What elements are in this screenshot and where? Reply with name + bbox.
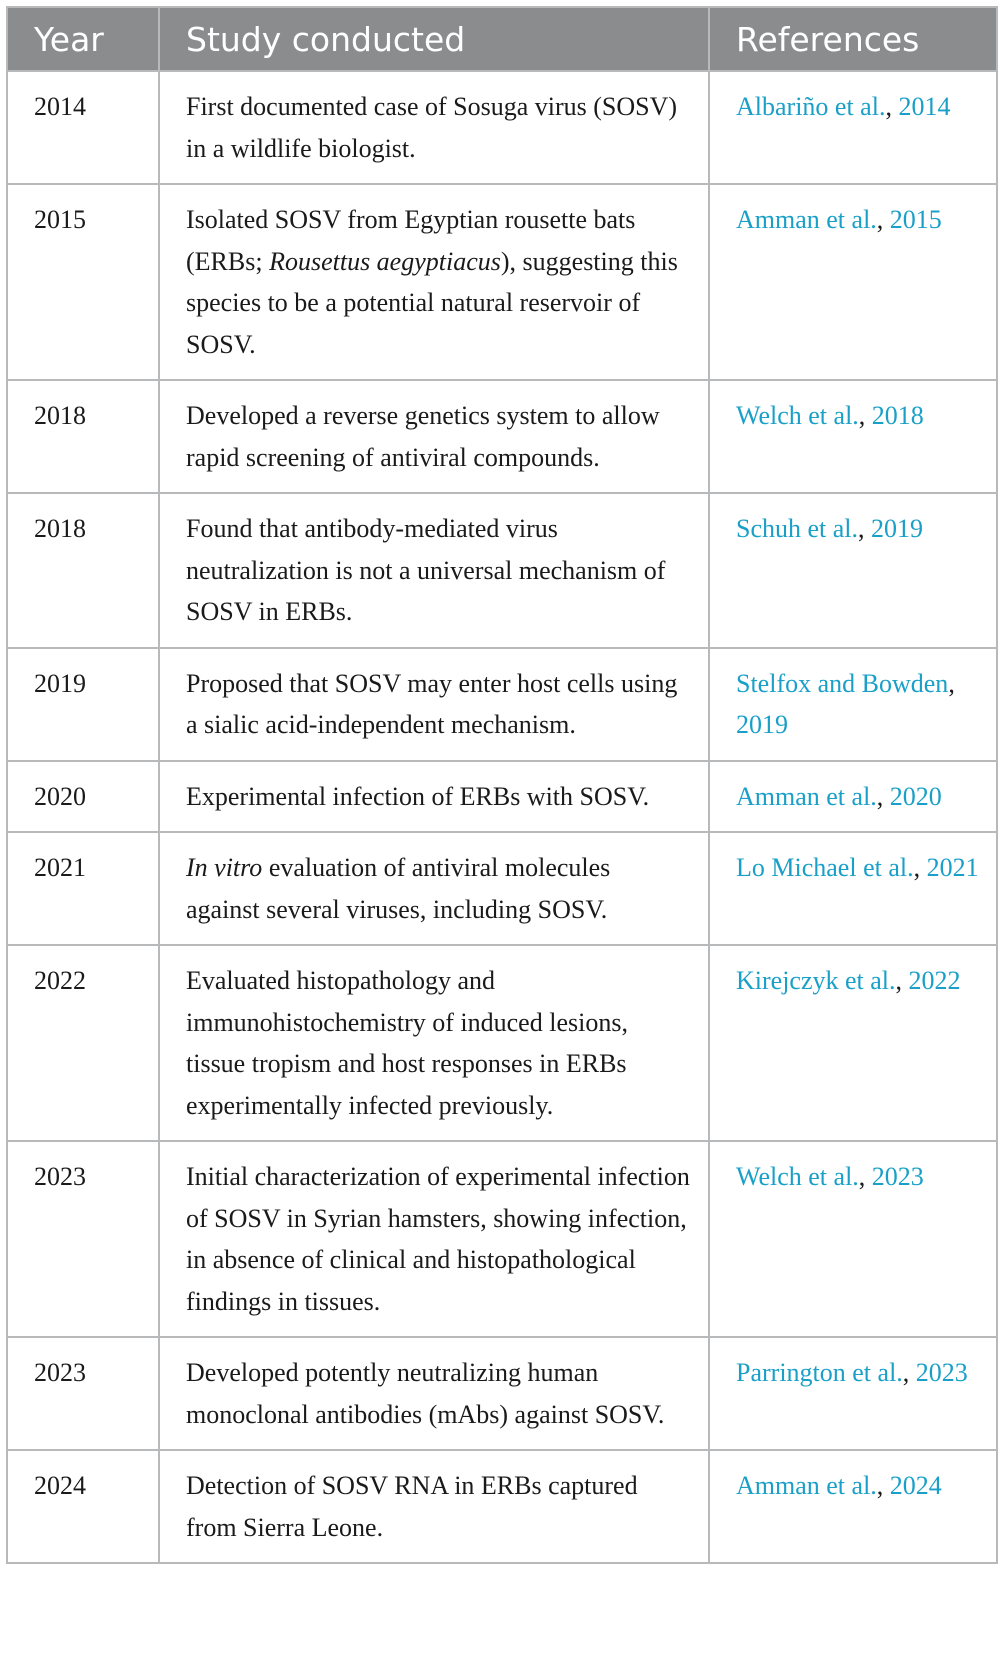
study-text: evaluation of antiviral molecules against several viruses, including SOSV. <box>186 853 611 924</box>
study-text: Experimental infection of ERBs with SOSV. <box>186 781 650 811</box>
study-cell <box>159 761 709 833</box>
column-header-references: References <box>709 7 997 71</box>
reference-separator: , <box>858 514 872 543</box>
study-italic-text: Rousettus aegyptiacus <box>269 246 501 276</box>
reference-year-link[interactable]: 2019 <box>736 710 788 739</box>
reference-cell <box>709 380 997 493</box>
reference-separator: , <box>913 853 927 882</box>
study-cell <box>159 832 709 945</box>
table-row <box>7 1450 997 1563</box>
year-cell: 2019 <box>7 648 159 761</box>
reference-separator: , <box>876 205 890 234</box>
reference-authors-link[interactable]: Parrington et al. <box>736 1358 903 1387</box>
year-cell: 2018 <box>7 493 159 648</box>
study-text: Evaluated histopathology and immunohistochemistry of induced lesions, tissue tropism and host responses in ERBs experimentally infected previously. <box>186 966 628 1120</box>
reference-authors-link[interactable]: Kirejczyk et al. <box>736 966 896 995</box>
study-cell <box>159 71 709 184</box>
study-text: Developed a reverse genetics system to allow rapid screening of antiviral compounds. <box>186 401 660 472</box>
reference-authors-link[interactable]: Amman et al. <box>736 781 877 811</box>
reference-separator: , <box>902 1358 916 1387</box>
study-text: Proposed that SOSV may enter host cells using a sialic acid-independent mechanism. <box>186 668 678 739</box>
table-row <box>7 761 997 833</box>
reference-authors-link[interactable]: Welch et al. <box>736 1162 859 1191</box>
reference-year-link[interactable]: 2022 <box>908 966 961 995</box>
reference-cell <box>709 1337 997 1450</box>
reference-separator: , <box>876 1471 890 1500</box>
study-cell <box>159 1337 709 1450</box>
year-cell: 2020 <box>7 761 159 833</box>
reference-cell <box>709 648 997 761</box>
column-header-year: Year <box>7 7 159 71</box>
year-cell: 2021 <box>7 832 159 945</box>
reference-cell <box>709 71 997 184</box>
reference-authors-link[interactable]: Lo Michael et al. <box>736 853 914 882</box>
table-row <box>7 832 997 945</box>
reference-separator: , <box>858 1162 872 1191</box>
table-row <box>7 184 997 380</box>
reference-authors-link[interactable]: Stelfox and Bowden <box>736 668 949 698</box>
reference-authors-link[interactable]: Amman et al. <box>736 1471 877 1500</box>
reference-authors-link[interactable]: Albariño et al. <box>736 92 886 121</box>
study-text: Found that antibody-mediated virus neutralization is not a universal mechanism of SOSV in ERBs. <box>186 514 666 626</box>
year-cell: 2018 <box>7 380 159 493</box>
reference-year-link[interactable]: 2015 <box>889 205 942 234</box>
table-row <box>7 945 997 1141</box>
year-cell: 2022 <box>7 945 159 1141</box>
study-text: Developed potently neutralizing human monoclonal antibodies (mAbs) against SOSV. <box>186 1358 665 1429</box>
study-cell <box>159 184 709 380</box>
reference-year-link[interactable]: 2024 <box>889 1471 942 1500</box>
study-text: Initial characterization of experimental infection of SOSV in Syrian hamsters, showing infection, in absence of clinical and histopathological findings in tissues. <box>186 1162 690 1316</box>
reference-year-link[interactable]: 2014 <box>898 92 951 121</box>
reference-separator: , <box>895 966 909 995</box>
year-cell: 2014 <box>7 71 159 184</box>
reference-separator: , <box>948 668 955 698</box>
reference-authors-link[interactable]: Welch et al. <box>736 401 859 430</box>
table-row <box>7 1337 997 1450</box>
reference-cell <box>709 493 997 648</box>
reference-year-link[interactable]: 2018 <box>871 401 924 430</box>
table-row <box>7 648 997 761</box>
study-text: Isolated SOSV from Egyptian rousette bats (ERBs; <box>186 205 636 276</box>
study-cell <box>159 493 709 648</box>
table-row <box>7 380 997 493</box>
study-cell <box>159 1450 709 1563</box>
study-cell <box>159 380 709 493</box>
reference-cell <box>709 1141 997 1337</box>
reference-cell <box>709 832 997 945</box>
year-cell: 2024 <box>7 1450 159 1563</box>
table-row <box>7 1141 997 1337</box>
study-text: Detection of SOSV RNA in ERBs captured from Sierra Leone. <box>186 1471 638 1542</box>
year-cell: 2023 <box>7 1337 159 1450</box>
study-text: First documented case of Sosuga virus (SOSV) in a wildlife biologist. <box>186 92 678 163</box>
table-row <box>7 71 997 184</box>
column-header-study: Study conducted <box>159 7 709 71</box>
study-text: ), suggesting this species to be a potential natural reservoir of SOSV. <box>186 246 678 359</box>
reference-separator: , <box>885 92 899 121</box>
reference-year-link[interactable]: 2020 <box>889 781 942 811</box>
reference-year-link[interactable]: 2019 <box>871 514 924 543</box>
study-cell <box>159 945 709 1141</box>
reference-year-link[interactable]: 2023 <box>871 1162 924 1191</box>
year-cell: 2015 <box>7 184 159 380</box>
reference-cell <box>709 1450 997 1563</box>
reference-cell <box>709 761 997 833</box>
table-row <box>7 493 997 648</box>
reference-year-link[interactable]: 2021 <box>926 853 979 882</box>
reference-authors-link[interactable]: Amman et al. <box>736 205 877 234</box>
table-header <box>7 7 997 71</box>
studies-table <box>6 6 998 1564</box>
study-cell <box>159 648 709 761</box>
reference-year-link[interactable]: 2023 <box>915 1358 968 1387</box>
reference-authors-link[interactable]: Schuh et al. <box>736 514 859 543</box>
study-cell <box>159 1141 709 1337</box>
table-body <box>7 71 997 1563</box>
reference-separator: , <box>858 401 872 430</box>
year-cell: 2023 <box>7 1141 159 1337</box>
header-row <box>7 7 997 71</box>
reference-cell <box>709 945 997 1141</box>
reference-cell <box>709 184 997 380</box>
study-italic-text: In vitro <box>186 853 263 882</box>
reference-separator: , <box>876 781 890 811</box>
